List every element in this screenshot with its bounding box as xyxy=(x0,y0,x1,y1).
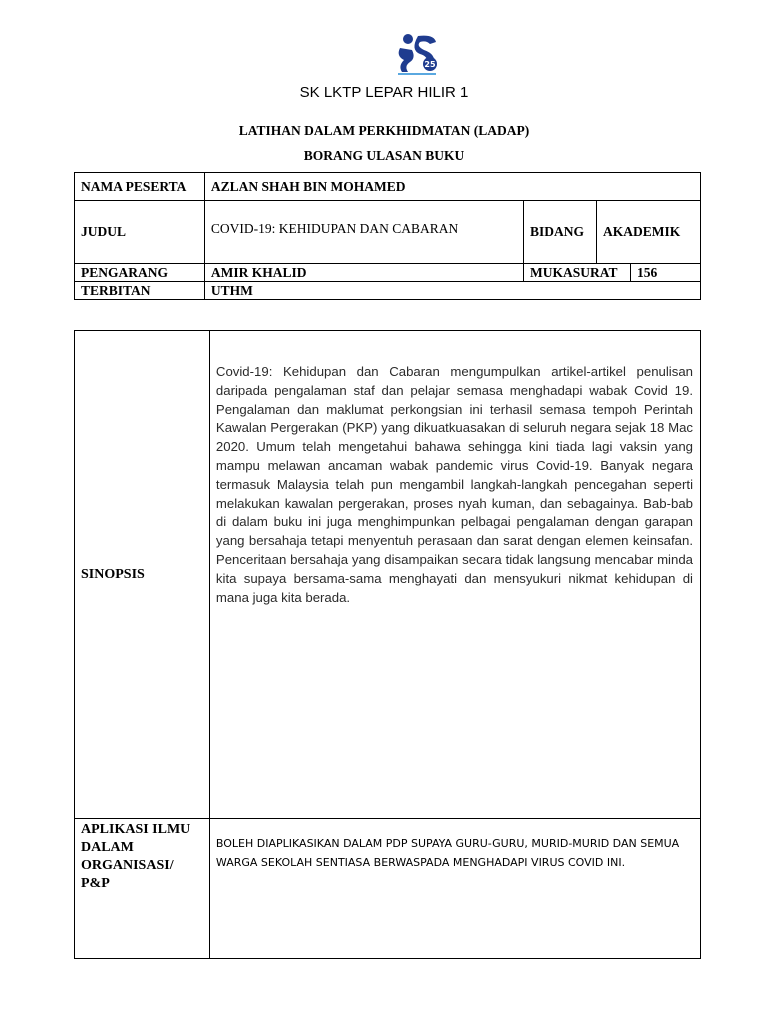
form-heading-borang: BORANG ULASAN BUKU xyxy=(303,148,465,163)
aplikasi-label: APLIKASI ILMU DALAM ORGANISASI/ P&P xyxy=(75,819,210,959)
nama-peserta-value: AZLAN SHAH BIN MOHAMED xyxy=(204,173,700,201)
sinopsis-label: SINOPSIS xyxy=(75,331,210,819)
pengarang-label: PENGARANG xyxy=(75,264,205,282)
school-logo xyxy=(394,30,440,76)
terbitan-label: TERBITAN xyxy=(75,282,205,300)
mukasurat-value: 156 xyxy=(631,264,701,282)
terbitan-value: UTHM xyxy=(204,282,700,300)
table-row xyxy=(75,282,701,300)
table-row xyxy=(75,264,701,282)
table-row xyxy=(75,331,701,819)
form-heading-ladap: LATIHAN DALAM PERKHIDMATAN (LADAP) xyxy=(238,123,530,138)
sinopsis-text: Covid-19: Kehidupan dan Cabaran mengumpulkan artikel-artikel penulisan daripada pengalaman staf dan pelajar semasa menghadapi wabak Covid 19. Pengalaman dan maklumat perkongsian ini terhasil semasa tempoh Perintah Kawalan Pergerakan (PKP) yang dikuatkuasakan di seluruh negara sejak 18 Mac 2020. Umum telah mengetahui bahawa sehingga kini tiada lagi vaksin yang mampu melawan ancaman wabak pandemic virus Covid-19. Banyak negara termasuk Malaysia telah pun mengambil langkah-langkah pencegahan seperti melakukan kawalan pergerakan, proses nyah kuman, dan sebagainya. Bab-bab di dalam buku ini juga menghimpunkan pelbagai pengalaman dengan garapan yang bersahaja tetapi menyentuh perasaan dan sarat dengan elemen keinsafan. Penceritaan bersahaja yang disampaikan secara tidak langsung mencabar minda kita supaya bersama-sama menghayati dan mensyukuri nikmat kehidupan di mana juga kita berada. xyxy=(209,331,700,819)
judul-value: COVID-19: KEHIDUPAN DAN CABARAN xyxy=(204,201,523,264)
book-info-table xyxy=(74,172,701,300)
bidang-label: BIDANG xyxy=(524,201,597,264)
logo-badge: 25 xyxy=(424,60,436,69)
nama-peserta-label: NAMA PESERTA xyxy=(75,173,205,201)
review-table xyxy=(74,330,701,959)
pengarang-value: AMIR KHALID xyxy=(204,264,523,282)
school-name: SK LKTP LEPAR HILIR 1 xyxy=(299,84,469,101)
bidang-value: AKADEMIK xyxy=(597,201,701,264)
mukasurat-label: MUKASURAT xyxy=(524,264,631,282)
table-row xyxy=(75,201,701,264)
table-row xyxy=(75,819,701,959)
table-row xyxy=(75,173,701,201)
aplikasi-text: BOLEH DIAPLIKASIKAN DALAM PDP SUPAYA GURU-GURU, MURID-MURID DAN SEMUA WARGA SEKOLAH SENTIASA BERWASPADA MENGHADAPI VIRUS COVID INI. xyxy=(209,819,700,959)
judul-label: JUDUL xyxy=(75,201,205,264)
